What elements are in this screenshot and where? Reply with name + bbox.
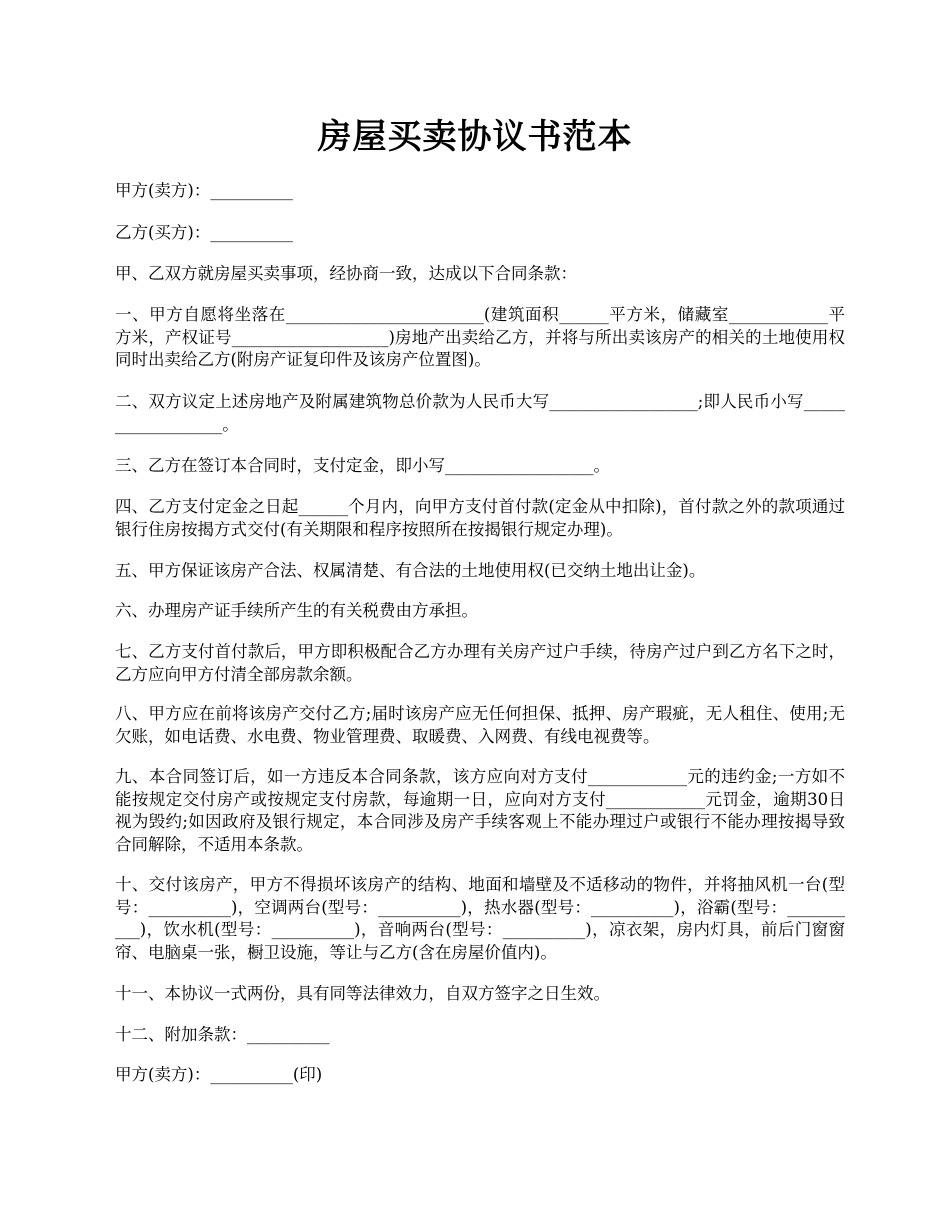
party-a-line: 甲方(卖方)：__________ <box>115 181 293 200</box>
clause-6: 六、办理房产证手续所产生的有关税费由方承担。 <box>115 601 478 620</box>
intro-paragraph: 甲、乙双方就房屋买卖事项，经协商一致，达成以下合同条款： <box>115 264 577 283</box>
clause-4: 四、乙方支付定金之日起______个月内，向甲方支付首付款(定金从中扣除)，首付款之外的款项通过银行住房按揭方式交付(有关期限和程序按照所在按揭银行规定办理)。 <box>115 497 845 539</box>
clause-11: 十一、本协议一式两份，具有同等法律效力，自双方签字之日生效。 <box>115 984 610 1003</box>
clause-7: 七、乙方支付首付款后，甲方即积极配合乙方办理有关房产过户手续，待房产过户到乙方名下之时，乙方应向甲方付清全部房款余额。 <box>115 642 845 684</box>
clause-8: 八、甲方应在前将该房产交付乙方;届时该房产应无任何担保、抵押、房产瑕疵，无人租住、使用;无欠账，如电话费、水电费、物业管理费、取暖费、入网费、有线电视费等。 <box>115 704 845 746</box>
clause-12: 十二、附加条款：__________ <box>115 1025 330 1044</box>
clause-1: 一、甲方自愿将坐落在________________________(建筑面积______平方米，储藏室____________平方米，产权证号___________________)房地产出卖给乙方，并将与所出卖该房产的相关的土地使用权同时出卖给乙方(附房产证复印件及该房产位置图)。 <box>115 305 845 369</box>
clause-5: 五、甲方保证该房产合法、权属清楚、有合法的土地使用权(已交纳土地出让金)。 <box>115 561 706 580</box>
clause-9: 九、本合同签订后，如一方违反本合同条款，该方应向对方支付____________元的违约金;一方如不能按规定交付房产或按规定支付房款，每逾期一日，应向对方支付____________元罚金，逾期30日视为毁约;如因政府及银行规定，本合同涉及房产手续客观上不能办理过户或银行不能办理按揭导致合同解除，不适用本条款。 <box>115 767 845 854</box>
party-a-signature-line: 甲方(卖方)：__________(印) <box>115 1065 323 1084</box>
party-b-line: 乙方(买方)：__________ <box>115 223 293 242</box>
document-title: 房屋买卖协议书范本 <box>317 117 633 157</box>
clause-10: 十、交付该房产，甲方不得损坏该房产的结构、地面和墙壁及不适移动的物件，并将抽风机一台(型号：__________)，空调两台(型号：__________)，热水器(型号：__________)，浴霸(型号：__________)，饮水机(型号：__________)，音响两台(型号：__________)，凉衣架，房内灯具，前后门窗窗帘、电脑桌一张，橱卫设施，等让与乙方(含在房屋价值内)。 <box>115 875 845 962</box>
clause-3: 三、乙方在签订本合同时，支付定金，即小写__________________。 <box>115 456 610 475</box>
clause-2: 二、双方议定上述房地产及附属建筑物总价款为人民币大写__________________;即人民币小写__________________。 <box>115 392 845 434</box>
